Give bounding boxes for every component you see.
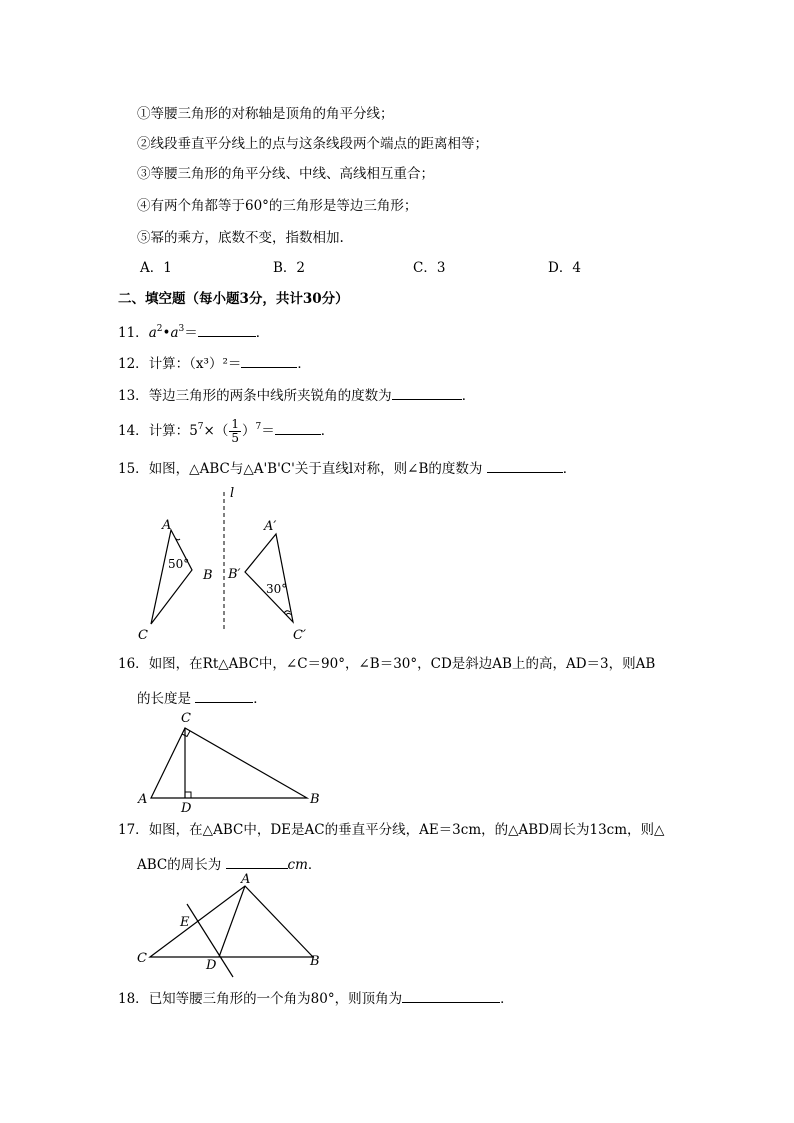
question-14: 14．计算：$5^7\times$（ $\frac{1}{5}$ ）$^7$＝ ．	[118, 417, 335, 445]
vertex-a2: A′	[264, 519, 277, 534]
option-d: D．4	[548, 260, 581, 276]
label-l: l	[230, 486, 235, 501]
statement-4: ④有两个角都等于60°的三角形是等边三角形；	[137, 198, 418, 214]
question-text: 等边三角形的两条中线所夹锐角的度数为	[148, 388, 392, 404]
answer-blank[interactable]	[487, 458, 563, 473]
statement-2: ②线段垂直平分线上的点与这条线段两个端点的距离相等；	[137, 136, 488, 152]
question-tail: ．	[307, 857, 322, 873]
vertex-b: B	[310, 954, 320, 969]
question-equals: ＝	[261, 423, 275, 439]
angle-mark-c2-inner	[286, 613, 291, 615]
vertex-b: B	[310, 792, 320, 807]
question-number: 15．	[118, 461, 149, 477]
question-text: ABC的周长为	[137, 857, 222, 873]
question-unit: cm	[287, 857, 308, 873]
vertex-a: A	[138, 792, 148, 807]
question-12	[118, 353, 311, 373]
question-17-line-2	[137, 854, 321, 874]
option-c: C．3	[413, 260, 446, 276]
vertex-c: C	[138, 628, 148, 643]
vertex-b: B	[203, 568, 213, 583]
question-tail: ．	[562, 461, 577, 477]
vertex-d: D	[181, 801, 192, 816]
question-tail: ．	[461, 388, 476, 404]
statement-5: ⑤幂的乘方，底数不变，指数相加.	[137, 230, 344, 246]
vertex-b2: B′	[228, 567, 241, 582]
answer-blank[interactable]	[198, 322, 256, 337]
question-text: 计算：	[148, 423, 190, 439]
question-tail: ．	[253, 691, 267, 707]
question-text: 计算：（x³）²＝	[148, 356, 242, 372]
angle-mark-a	[176, 539, 181, 540]
question-number: 13．	[118, 388, 149, 404]
triangle-a2b2c2	[245, 534, 293, 622]
question-tail: ．	[297, 356, 311, 372]
question-number: 12．	[118, 356, 149, 372]
question-number: 17．	[118, 822, 149, 838]
vertex-a: A	[162, 518, 172, 533]
option-a: A．1	[140, 260, 172, 276]
angle-label-30: 30°	[266, 582, 288, 596]
vertex-a: A	[241, 872, 251, 887]
answer-blank[interactable]	[226, 854, 288, 869]
question-number: 16．	[118, 656, 149, 672]
question-16	[118, 655, 655, 673]
right-angle-mark-d	[185, 792, 191, 798]
question-number: 11．	[118, 325, 149, 341]
question-15	[118, 458, 576, 478]
vertex-c: C	[181, 711, 191, 726]
vertex-c2: C′	[293, 628, 306, 643]
question-text: 如图，在Rt△ABC中，∠C＝90°，∠B＝30°，CD是斜边AB上的高，AD＝3，则AB	[148, 656, 656, 672]
answer-blank[interactable]	[195, 688, 253, 703]
segment-ad	[219, 886, 245, 957]
question-text: 的长度是	[137, 691, 191, 707]
question-text: 如图，在△ABC中，DE是AC的垂直平分线，AE＝3cm，的△ABD周长为13cm，则△	[148, 822, 665, 838]
answer-blank[interactable]	[241, 353, 297, 368]
question-tail: ．	[320, 423, 335, 439]
question-18	[118, 988, 514, 1008]
triangle-abc	[151, 728, 307, 798]
angle-label-50: 50°	[168, 557, 190, 571]
question-number: 18．	[118, 991, 149, 1007]
figure-16	[130, 705, 330, 815]
question-text: 如图，△ABC与△A'B'C'关于直线l对称，则∠B的度数为	[148, 461, 483, 477]
question-11: 11．$a^2•a^3=$ ．	[118, 324, 270, 341]
answer-blank[interactable]	[402, 988, 500, 1003]
answer-blank[interactable]	[275, 420, 321, 435]
angle-mark-c2	[284, 611, 290, 613]
section-title: 二、填空题（每小题3分，共计30分）	[118, 291, 349, 307]
figure-15	[130, 482, 330, 642]
question-17	[118, 821, 664, 839]
fraction-one-fifth: $\frac{1}{5}$	[231, 417, 239, 445]
statement-3: ③等腰三角形的角平分线、中线、高线相互重合；	[137, 166, 434, 182]
triangle-abc	[151, 530, 192, 624]
answer-blank[interactable]	[392, 385, 462, 400]
vertex-d: D	[206, 958, 217, 973]
question-13	[118, 385, 475, 405]
vertex-e: E	[180, 915, 190, 930]
question-tail: ．	[500, 991, 514, 1007]
option-b: B．2	[273, 260, 306, 276]
statement-1: ①等腰三角形的对称轴是顶角的角平分线；	[137, 106, 394, 122]
question-number: 14．	[118, 423, 149, 439]
question-tail: ．	[255, 325, 270, 341]
question-text: 已知等腰三角形的一个角为80°，则顶角为	[148, 991, 403, 1007]
vertex-c: C	[137, 951, 147, 966]
figure-17	[130, 872, 330, 982]
